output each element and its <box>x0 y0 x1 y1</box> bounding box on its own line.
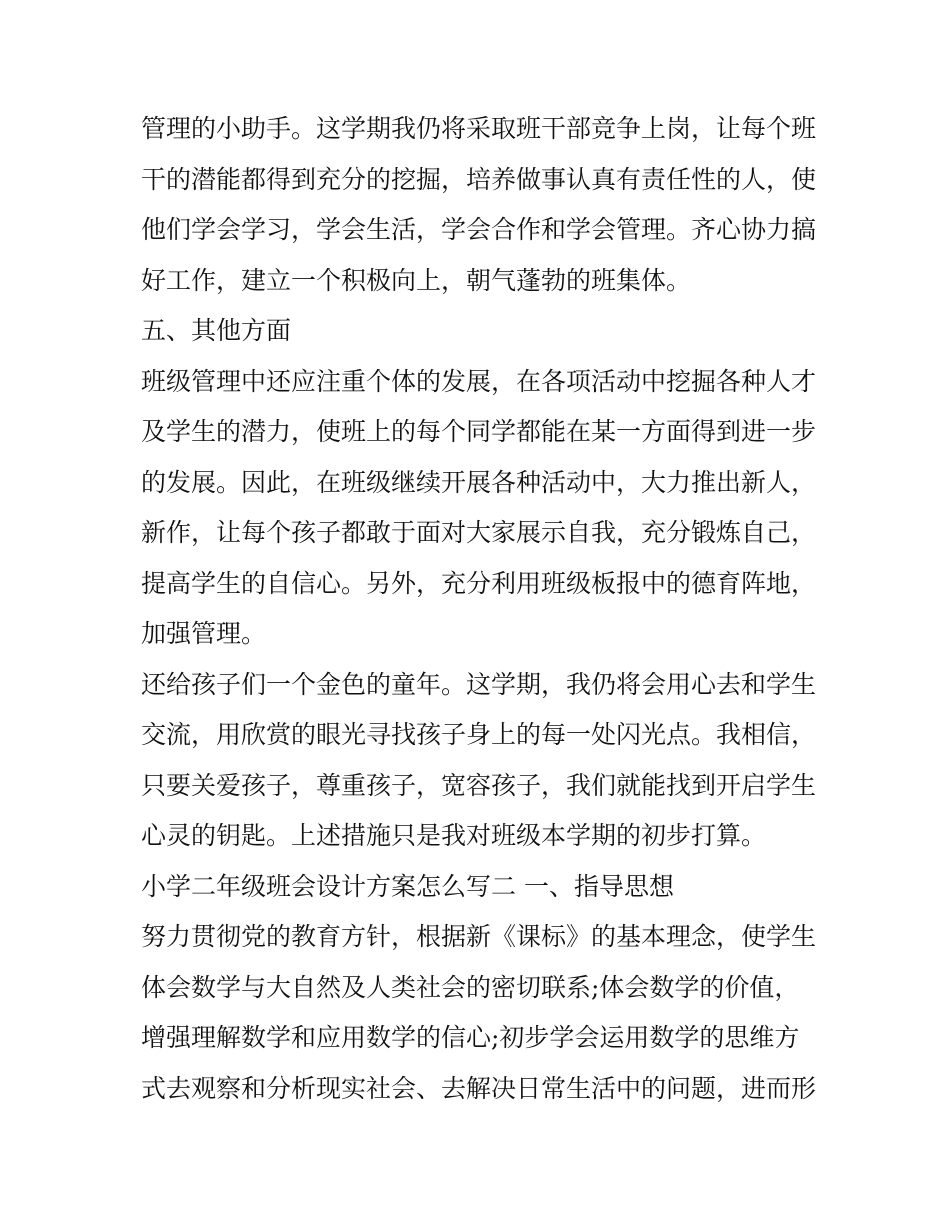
text-line-18: 体会数学与大自然及人类社会的密切联系;体会数学的价值， <box>141 972 800 1002</box>
text-line-19: 增强理解数学和应用数学的信心;初步学会运用数学的思维方 <box>141 1023 800 1052</box>
text-line-2: 干的潜能都得到充分的挖掘，培养做事认真有责任性的人，使 <box>141 164 817 194</box>
text-line-14: 只要关爱孩子，尊重孩子，宽容孩子，我们就能找到开启学生 <box>141 770 817 800</box>
text-line-4: 好工作，建立一个积极向上，朝气蓬勃的班集体。 <box>141 265 692 295</box>
text-line-8: 的发展。因此，在班级继续开展各种活动中，大力推出新人， <box>141 467 817 497</box>
text-line-7: 及学生的潜力，使班上的每个同学都能在某一方面得到进一步 <box>141 417 817 446</box>
text-line-9: 新作，让每个孩子都敢于面对大家展示自我，充分锻炼自己， <box>141 518 817 547</box>
document-body <box>141 104 821 1114</box>
text-line-12: 还给孩子们一个金色的童年。这学期，我仍将会用心去和学生 <box>141 669 817 699</box>
text-line-1: 管理的小助手。这学期我仍将采取班干部竞争上岗，让每个班 <box>141 114 817 143</box>
text-line-6: 班级管理中还应注重个体的发展，在各项活动中挖掘各种人才 <box>141 366 817 396</box>
text-line-11: 加强管理。 <box>141 619 267 648</box>
text-line-10: 提高学生的自信心。另外，充分利用班级板报中的德育阵地， <box>141 568 817 598</box>
text-line-17: 努力贯彻党的教育方针，根据新《课标》的基本理念，使学生 <box>141 922 817 951</box>
text-line-20: 式去观察和分析现实社会、去解决日常生活中的问题，进而形 <box>141 1073 817 1103</box>
section-heading-plan-two: 小学二年级班会设计方案怎么写二 一、指导思想 <box>141 871 674 901</box>
section-heading-other-aspects: 五、其他方面 <box>141 316 292 345</box>
text-line-13: 交流，用欣赏的眼光寻找孩子身上的每一处闪光点。我相信， <box>141 720 817 749</box>
text-line-3: 他们学会学习，学会生活，学会合作和学会管理。齐心协力搞 <box>141 215 817 244</box>
text-line-15: 心灵的钥匙。上述措施只是我对班级本学期的初步打算。 <box>141 821 767 850</box>
